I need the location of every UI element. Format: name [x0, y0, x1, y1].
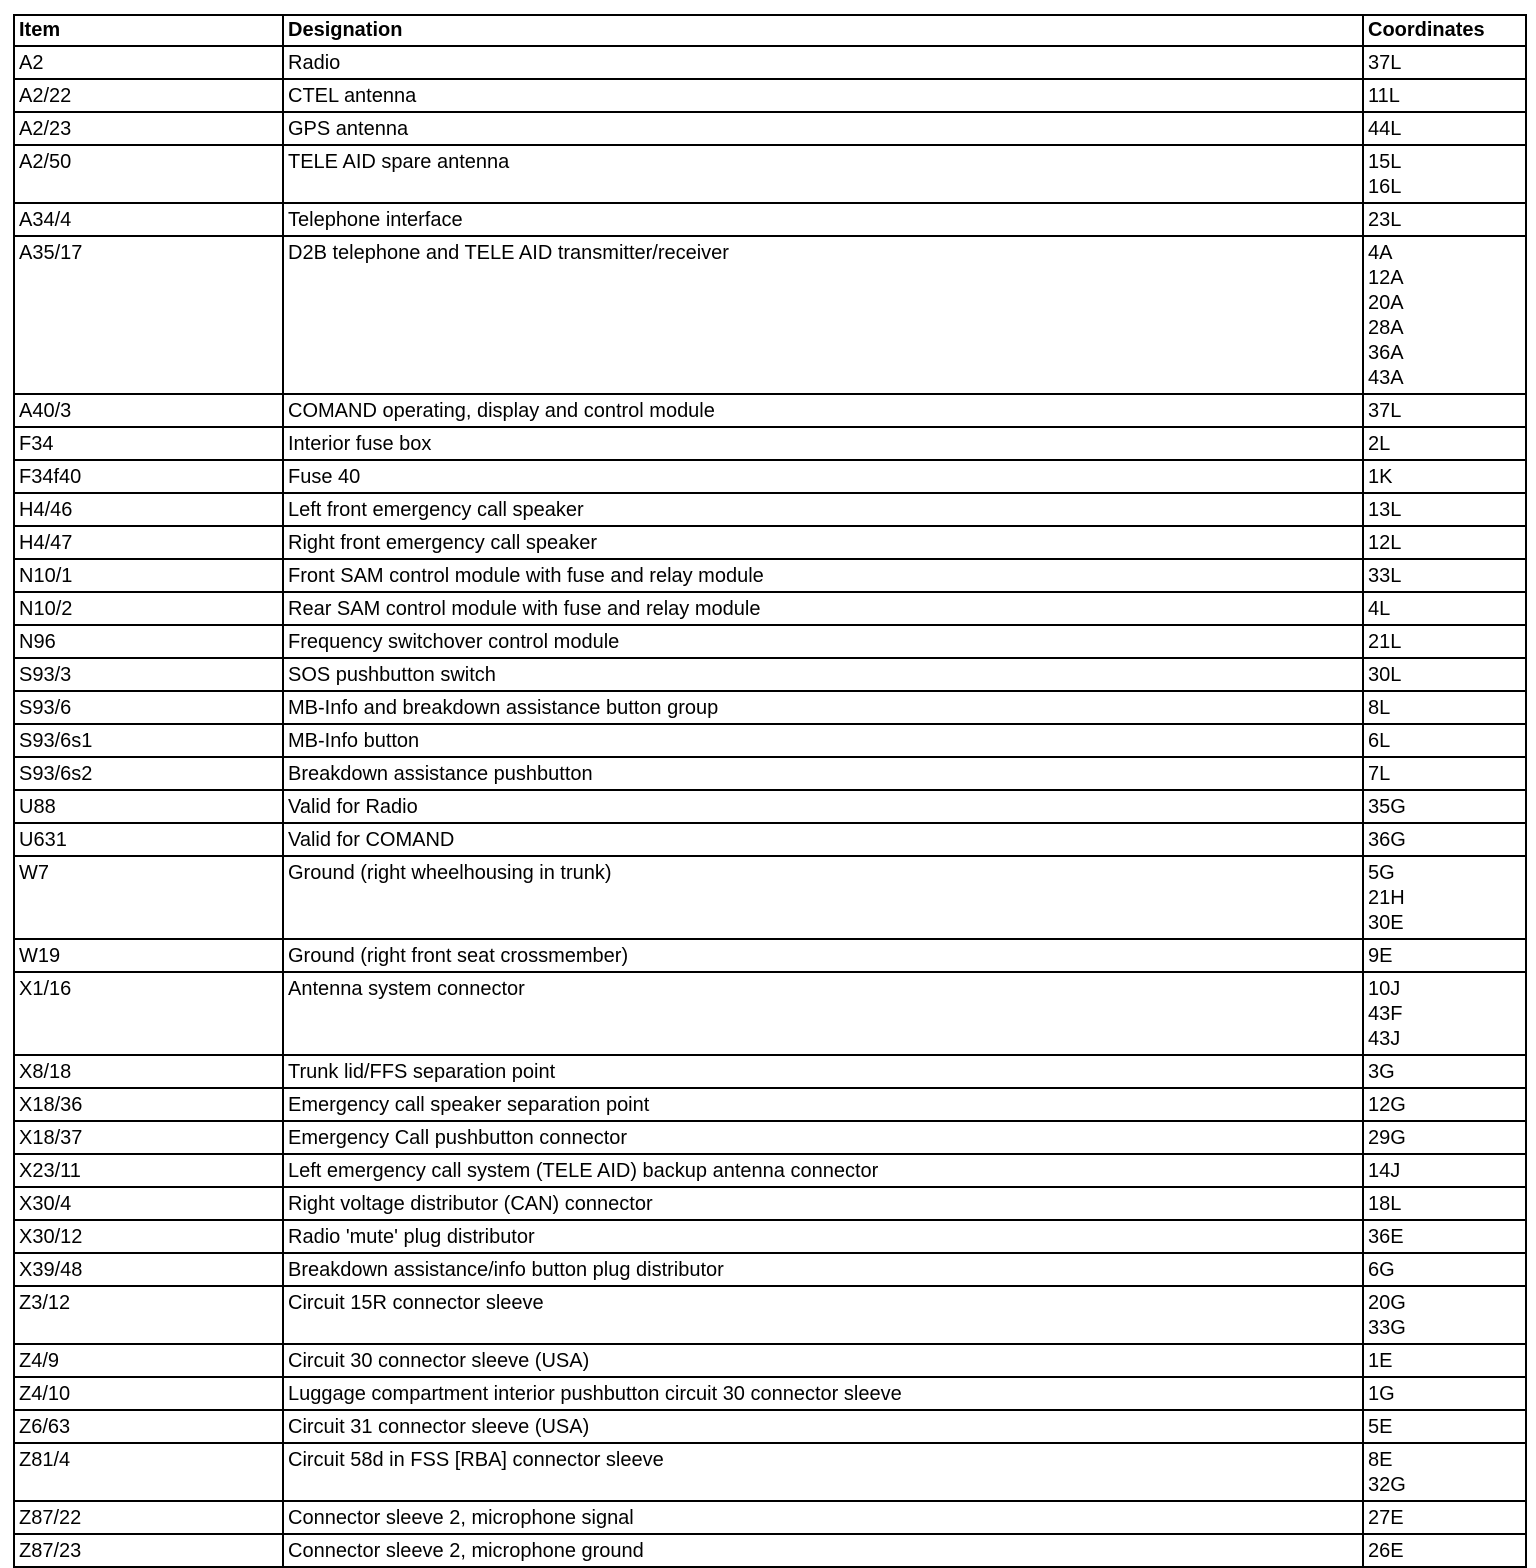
item-cell: Z6/63 [14, 1410, 283, 1443]
designation-cell: Front SAM control module with fuse and relay module [283, 559, 1363, 592]
table-row [14, 79, 1526, 112]
coordinate-value: 26E [1368, 1540, 1404, 1562]
table-row [14, 1534, 1526, 1567]
table-row [14, 236, 1526, 394]
table-row [14, 757, 1526, 790]
designation-cell: Left emergency call system (TELE AID) backup antenna connector [283, 1154, 1363, 1187]
coordinate-value: 43F [1368, 1003, 1403, 1025]
item-cell: Z87/23 [14, 1534, 283, 1567]
item-cell: Z4/9 [14, 1344, 283, 1377]
item-cell: X30/4 [14, 1187, 283, 1220]
coordinates-cell [1363, 1121, 1526, 1154]
coordinate-value: 3G [1368, 1061, 1395, 1083]
designation-cell: Rear SAM control module with fuse and relay module [283, 592, 1363, 625]
designation-cell: Ground (right front seat crossmember) [283, 939, 1363, 972]
coordinate-value: 9E [1368, 945, 1393, 967]
item-cell: H4/47 [14, 526, 283, 559]
item-cell: Z3/12 [14, 1286, 283, 1344]
designation-cell: Frequency switchover control module [283, 625, 1363, 658]
coordinate-value: 21L [1368, 631, 1402, 653]
header-row [14, 15, 1526, 46]
table-row [14, 1410, 1526, 1443]
designation-cell: Ground (right wheelhousing in trunk) [283, 856, 1363, 939]
item-cell: X23/11 [14, 1154, 283, 1187]
item-cell: X30/12 [14, 1220, 283, 1253]
coordinate-value: 5G [1368, 862, 1395, 884]
coordinates-cell [1363, 823, 1526, 856]
designation-cell: Circuit 58d in FSS [RBA] connector sleeve [283, 1443, 1363, 1501]
coordinates-cell [1363, 460, 1526, 493]
designation-cell: Emergency Call pushbutton connector [283, 1121, 1363, 1154]
coordinates-cell [1363, 1253, 1526, 1286]
coordinate-value: 8E [1368, 1449, 1393, 1471]
designation-cell: Breakdown assistance/info button plug distributor [283, 1253, 1363, 1286]
coordinate-value: 28A [1368, 317, 1404, 339]
table-row [14, 145, 1526, 203]
coordinate-value: 27E [1368, 1507, 1404, 1529]
item-cell: Z81/4 [14, 1443, 283, 1501]
coordinate-value: 1E [1368, 1350, 1393, 1372]
table-row [14, 939, 1526, 972]
item-cell: W19 [14, 939, 283, 972]
coordinates-cell [1363, 394, 1526, 427]
coordinate-value: 43A [1368, 367, 1404, 389]
coordinates-cell [1363, 112, 1526, 145]
table-row [14, 1501, 1526, 1534]
designation-cell: Right front emergency call speaker [283, 526, 1363, 559]
table-row [14, 1055, 1526, 1088]
coordinate-value: 14J [1368, 1160, 1401, 1182]
item-cell: X18/37 [14, 1121, 283, 1154]
coordinate-value: 37L [1368, 52, 1402, 74]
coordinate-value: 35G [1368, 796, 1406, 818]
designation-cell: Trunk lid/FFS separation point [283, 1055, 1363, 1088]
table-row [14, 526, 1526, 559]
table-row [14, 856, 1526, 939]
column-header-item: Item [14, 15, 283, 46]
coordinates-cell [1363, 1088, 1526, 1121]
designation-cell: SOS pushbutton switch [283, 658, 1363, 691]
coordinates-cell [1363, 1344, 1526, 1377]
designation-cell: Valid for COMAND [283, 823, 1363, 856]
table-row [14, 1443, 1526, 1501]
table-body [14, 46, 1526, 1567]
coordinates-cell [1363, 46, 1526, 79]
coordinates-cell [1363, 1410, 1526, 1443]
coordinate-value: 20A [1368, 292, 1404, 314]
designation-cell: Breakdown assistance pushbutton [283, 757, 1363, 790]
coordinate-value: 12L [1368, 532, 1402, 554]
item-cell: N10/2 [14, 592, 283, 625]
table-header [14, 15, 1526, 46]
coordinate-value: 6G [1368, 1259, 1395, 1281]
coordinates-cell [1363, 939, 1526, 972]
coordinates-cell [1363, 1220, 1526, 1253]
coordinate-value: 44L [1368, 118, 1402, 140]
coordinates-cell [1363, 1055, 1526, 1088]
table-row [14, 972, 1526, 1055]
coordinates-cell [1363, 691, 1526, 724]
coordinate-value: 13L [1368, 499, 1402, 521]
coordinate-value: 20G [1368, 1292, 1406, 1314]
item-cell: A2/22 [14, 79, 283, 112]
table-row [14, 559, 1526, 592]
designation-cell: Circuit 31 connector sleeve (USA) [283, 1410, 1363, 1443]
coordinates-cell [1363, 559, 1526, 592]
item-cell: X1/16 [14, 972, 283, 1055]
coordinates-cell [1363, 203, 1526, 236]
coordinates-cell [1363, 526, 1526, 559]
designation-cell: Antenna system connector [283, 972, 1363, 1055]
coordinates-cell [1363, 1154, 1526, 1187]
column-header-designation: Designation [283, 15, 1363, 46]
item-cell: A35/17 [14, 236, 283, 394]
item-cell: W7 [14, 856, 283, 939]
coordinates-cell [1363, 1286, 1526, 1344]
coordinate-value: 33L [1368, 565, 1402, 587]
designation-cell: Right voltage distributor (CAN) connector [283, 1187, 1363, 1220]
coordinate-value: 21H [1368, 887, 1405, 909]
coordinates-cell [1363, 1443, 1526, 1501]
item-cell: S93/3 [14, 658, 283, 691]
coordinate-value: 5E [1368, 1416, 1393, 1438]
designation-cell: Radio 'mute' plug distributor [283, 1220, 1363, 1253]
table-row [14, 658, 1526, 691]
item-cell: U631 [14, 823, 283, 856]
item-cell: F34 [14, 427, 283, 460]
table-row [14, 790, 1526, 823]
coordinate-value: 36G [1368, 829, 1406, 851]
item-cell: N96 [14, 625, 283, 658]
item-cell: S93/6 [14, 691, 283, 724]
coordinates-cell [1363, 592, 1526, 625]
designation-cell: Telephone interface [283, 203, 1363, 236]
designation-cell: CTEL antenna [283, 79, 1363, 112]
coordinate-value: 33G [1368, 1317, 1406, 1339]
designation-cell: Fuse 40 [283, 460, 1363, 493]
coordinates-cell [1363, 625, 1526, 658]
designation-cell: D2B telephone and TELE AID transmitter/receiver [283, 236, 1363, 394]
coordinate-value: 30E [1368, 912, 1404, 934]
table-row [14, 1088, 1526, 1121]
coordinates-cell [1363, 790, 1526, 823]
item-cell: Z87/22 [14, 1501, 283, 1534]
coordinates-cell [1363, 1187, 1526, 1220]
item-cell: H4/46 [14, 493, 283, 526]
coordinate-value: 7L [1368, 763, 1391, 785]
coordinates-cell [1363, 427, 1526, 460]
table-row [14, 724, 1526, 757]
component-legend-table [13, 14, 1527, 1568]
item-cell: X39/48 [14, 1253, 283, 1286]
coordinates-cell [1363, 1501, 1526, 1534]
table-row [14, 1286, 1526, 1344]
table-row [14, 592, 1526, 625]
table-row [14, 823, 1526, 856]
coordinate-value: 2L [1368, 433, 1391, 455]
coordinates-cell [1363, 493, 1526, 526]
table-row [14, 1187, 1526, 1220]
item-cell: A2 [14, 46, 283, 79]
item-cell: A2/50 [14, 145, 283, 203]
coordinates-cell [1363, 236, 1526, 394]
coordinates-cell [1363, 972, 1526, 1055]
table-row [14, 112, 1526, 145]
designation-cell: Circuit 15R connector sleeve [283, 1286, 1363, 1344]
coordinates-cell [1363, 757, 1526, 790]
coordinates-cell [1363, 658, 1526, 691]
designation-cell: MB-Info button [283, 724, 1363, 757]
designation-cell: TELE AID spare antenna [283, 145, 1363, 203]
designation-cell: Interior fuse box [283, 427, 1363, 460]
designation-cell: Emergency call speaker separation point [283, 1088, 1363, 1121]
table-row [14, 203, 1526, 236]
coordinate-value: 36A [1368, 342, 1404, 364]
designation-cell: COMAND operating, display and control module [283, 394, 1363, 427]
table-row [14, 493, 1526, 526]
coordinate-value: 12A [1368, 267, 1404, 289]
item-cell: N10/1 [14, 559, 283, 592]
coordinates-cell [1363, 1377, 1526, 1410]
coordinate-value: 37L [1368, 400, 1402, 422]
table-row [14, 1377, 1526, 1410]
coordinates-cell [1363, 856, 1526, 939]
item-cell: A2/23 [14, 112, 283, 145]
coordinates-cell [1363, 724, 1526, 757]
table-row [14, 1253, 1526, 1286]
designation-cell: Radio [283, 46, 1363, 79]
item-cell: X8/18 [14, 1055, 283, 1088]
item-cell: U88 [14, 790, 283, 823]
coordinate-value: 32G [1368, 1474, 1406, 1496]
item-cell: S93/6s1 [14, 724, 283, 757]
coordinate-value: 36E [1368, 1226, 1404, 1248]
table-row [14, 427, 1526, 460]
designation-cell: Valid for Radio [283, 790, 1363, 823]
coordinate-value: 29G [1368, 1127, 1406, 1149]
designation-cell: Circuit 30 connector sleeve (USA) [283, 1344, 1363, 1377]
table-row [14, 691, 1526, 724]
designation-cell: Connector sleeve 2, microphone ground [283, 1534, 1363, 1567]
table-row [14, 1154, 1526, 1187]
coordinate-value: 23L [1368, 209, 1402, 231]
designation-cell: MB-Info and breakdown assistance button group [283, 691, 1363, 724]
item-cell: A40/3 [14, 394, 283, 427]
table-row [14, 1220, 1526, 1253]
item-cell: F34f40 [14, 460, 283, 493]
coordinates-cell [1363, 1534, 1526, 1567]
item-cell: A34/4 [14, 203, 283, 236]
item-cell: Z4/10 [14, 1377, 283, 1410]
coordinate-value: 15L [1368, 151, 1402, 173]
coordinate-value: 43J [1368, 1028, 1401, 1050]
coordinate-value: 18L [1368, 1193, 1402, 1215]
coordinates-cell [1363, 79, 1526, 112]
coordinate-value: 10J [1368, 978, 1401, 1000]
table-row [14, 394, 1526, 427]
coordinates-cell [1363, 145, 1526, 203]
designation-cell: Left front emergency call speaker [283, 493, 1363, 526]
coordinate-value: 6L [1368, 730, 1391, 752]
coordinate-value: 12G [1368, 1094, 1406, 1116]
table-row [14, 1121, 1526, 1154]
designation-cell: Connector sleeve 2, microphone signal [283, 1501, 1363, 1534]
coordinate-value: 1G [1368, 1383, 1395, 1405]
coordinate-value: 1K [1368, 466, 1393, 488]
coordinate-value: 30L [1368, 664, 1402, 686]
table-row [14, 1344, 1526, 1377]
designation-cell: GPS antenna [283, 112, 1363, 145]
table-row [14, 460, 1526, 493]
coordinate-value: 16L [1368, 176, 1402, 198]
table-row [14, 46, 1526, 79]
item-cell: S93/6s2 [14, 757, 283, 790]
designation-cell: Luggage compartment interior pushbutton circuit 30 connector sleeve [283, 1377, 1363, 1410]
coordinate-value: 4L [1368, 598, 1391, 620]
item-cell: X18/36 [14, 1088, 283, 1121]
coordinate-value: 4A [1368, 242, 1393, 264]
coordinate-value: 8L [1368, 697, 1391, 719]
coordinate-value: 11L [1368, 85, 1400, 107]
table-row [14, 625, 1526, 658]
column-header-coordinates: Coordinates [1363, 15, 1526, 46]
